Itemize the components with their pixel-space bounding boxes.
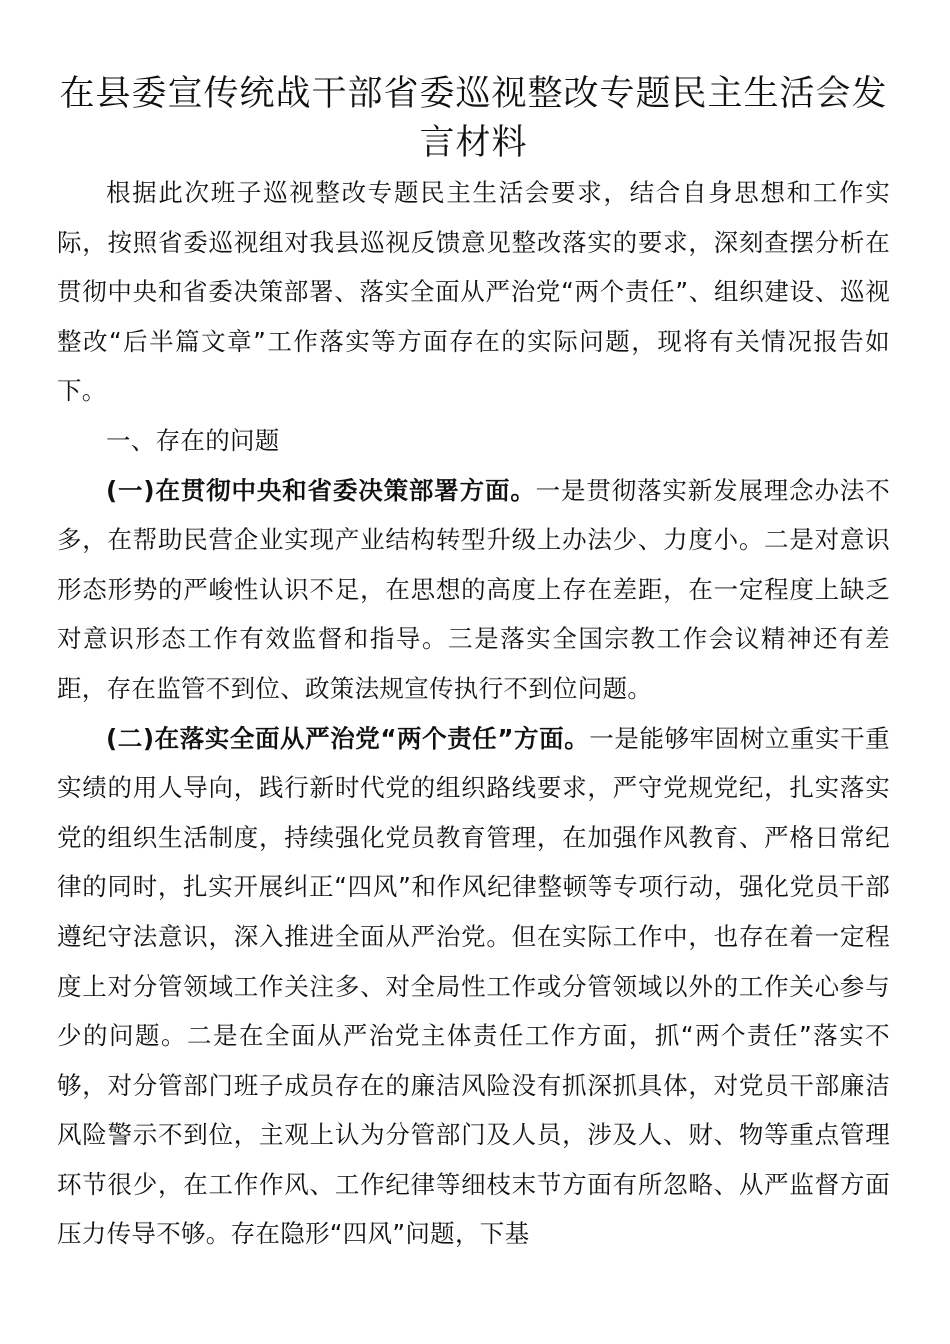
issue-2-body: 一是能够牢固树立重实干重实绩的用人导向，践行新时代党的组织路线要求，严守党规党纪，扎实落实党的组织生活制度，持续强化党员教育管理，在加强作风教育、严格日常纪律的同时，扎实开展纠正“四风”和作风纪律整顿等专项行动，强化党员干部遵纪守法意识，深入推进全面从严治党。但在实际工作中，也存在着一定程度上对分管领域工作关注多、对全局性工作或分管领域以外的工作关心参与少的问题。二是在全面从严治党主体责任工作方面，抓“两个责任”落实不够，对分管部门班子成员存在的廉洁风险没有抓深抓具体，对党员干部廉洁风险警示不到位，主观上认为分管部门及人员，涉及人、财、物等重点管理环节很少，在工作作风、工作纪律等细枝末节方面有所忽略、从严监督方面压力传导不够。存在隐形“四风”问题，下基 xyxy=(57,723,890,1249)
issue-paragraph-2 xyxy=(57,714,890,1260)
issue-1-heading: (一)在贯彻中央和省委决策部署方面。 xyxy=(106,475,536,505)
document-page xyxy=(57,70,890,1259)
issue-paragraph-1 xyxy=(57,466,890,714)
section-heading: 一、存在的问题 xyxy=(106,425,280,455)
issue-2-heading: (二)在落实全面从严治党“两个责任”方面。 xyxy=(106,723,590,753)
intro-paragraph: 根据此次班子巡视整改专题民主生活会要求，结合自身思想和工作实际，按照省委巡视组对我县巡视反馈意见整改落实的要求，深刻查摆分析在贯彻中央和省委决策部署、落实全面从严治党“两个责任”、组织建设、巡视整改“后半篇文章”工作落实等方面存在的实际问题，现将有关情况报告如下。 xyxy=(57,178,890,406)
issue-1-body: 一是贯彻落实新发展理念办法不多，在帮助民营企业实现产业结构转型升级上办法少、力度小。二是对意识形态形势的严峻性认识不足，在思想的高度上存在差距，在一定程度上缺乏对意识形态工作有效监督和指导。三是落实全国宗教工作会议精神还有差距，存在监管不到位、政策法规宣传执行不到位问题。 xyxy=(57,475,890,703)
document-title: 在县委宣传统战干部省委巡视整改专题民主生活会发言材料 xyxy=(59,74,888,163)
